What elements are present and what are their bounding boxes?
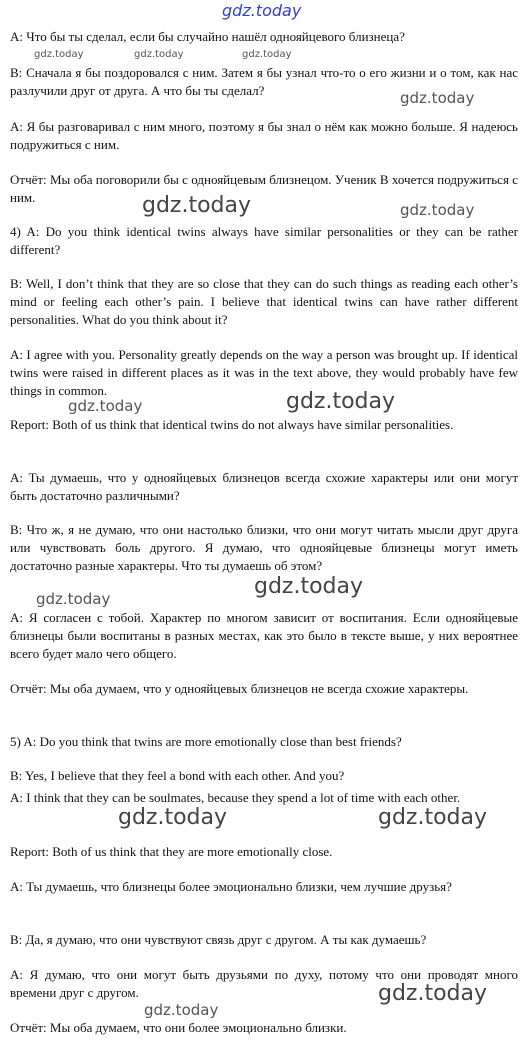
dialogue-line: A: I agree with you. Personality greatly depends on the way a person was brought up. If identical twins were raised in different places as it was in the text above, they would probably have few things in common. [10, 347, 518, 398]
dialogue-line: В: Что ж, я не думаю, что они настолько близки, что они могут читать мысли друг друга или чувствовать боль другого. Я думаю, что однояйцевые близнецы могут иметь достаточно разные характеры. Что ты думаешь об этом? [10, 522, 518, 573]
dialogue-line: В: Да, я думаю, что они чувствуют связь друг с другом. А ты как думаешь? [10, 932, 427, 947]
dialogue-line: B: Yes, I believe that they feel a bond with each other. And you? [10, 768, 345, 783]
watermark: gdz.today [142, 193, 252, 218]
watermark: gdz.today [286, 389, 396, 414]
dialogue-line: А: Я бы разговаривал с ним много, поэтому я бы знал о нём как можно больше. Я надеюсь подружиться с ним. [10, 119, 518, 152]
report-line: Report: Both of us think that they are more emotionally close. [10, 844, 333, 859]
watermark: gdz.today [400, 201, 475, 219]
dialogue-line: В: Сначала я бы поздоровался с ним. Затем я бы узнал что-то о его жизни и о том, как нас разлучили друг от друга. А что бы ты сделал? [10, 65, 518, 98]
dialogue-line: А: Ты думаешь, что близнецы более эмоционально близки, чем лучшие друзья? [10, 879, 452, 894]
watermark: gdz.today [68, 397, 143, 415]
dialogue-line: А: Я согласен с тобой. Характер по многом зависит от воспитания. Если однояйцевые близнецы были воспитаны в разных местах, как это было в тексте выше, у них вероятнее всего будет мало чего общего. [10, 610, 518, 661]
watermark: gdz.today [118, 805, 228, 830]
dialogue-line: A: I think that they can be soulmates, because they spend a lot of time with each other. [10, 790, 461, 805]
watermark: gdz.today [378, 981, 488, 1006]
report-line: Report: Both of us think that identical twins do not always have similar personalities. [10, 417, 454, 432]
dialogue-line: 4) A: Do you think identical twins always have similar personalities or they can be rather different? [10, 224, 518, 257]
watermark: gdz.today [400, 89, 475, 107]
watermark: gdz.today [36, 590, 111, 608]
report-line: Отчёт: Мы оба поговорили бы с однояйцевым близнецом. Ученик В хочется подружиться с ним. [10, 172, 518, 205]
watermark: gdz.today [254, 574, 364, 599]
watermark-top: gdz.today [222, 1, 302, 20]
watermark: gdz.today [144, 1001, 219, 1019]
report-line: Отчёт: Мы оба думаем, что они более эмоционально близки. [10, 1020, 347, 1035]
report-line: Отчёт: Мы оба думаем, что у однояйцевых близнецов не всегда схожие характеры. [10, 681, 469, 696]
dialogue-line: А: Что бы ты сделал, если бы случайно нашёл однояйцевого близнеца? [10, 29, 405, 44]
watermark: gdz.today [242, 49, 292, 60]
watermark: gdz.today [34, 49, 84, 60]
watermark: gdz.today [134, 49, 184, 60]
dialogue-line: А: Я думаю, что они могут быть друзьями по духу, потому что они проводят много времени друг с другом. [10, 967, 518, 1000]
dialogue-line: А: Ты думаешь, что у однояйцевых близнецов всегда схожие характеры или они могут быть достаточно различными? [10, 470, 518, 503]
dialogue-line: 5) A: Do you think that twins are more emotionally close than best friends? [10, 734, 402, 749]
dialogue-line: B: Well, I don’t think that they are so close that they can do such things as reading each other’s mind or feeling each other’s pain. I believe that identical twins can have rather different personalities. What do you think about it? [10, 276, 518, 327]
watermark: gdz.today [378, 805, 488, 830]
